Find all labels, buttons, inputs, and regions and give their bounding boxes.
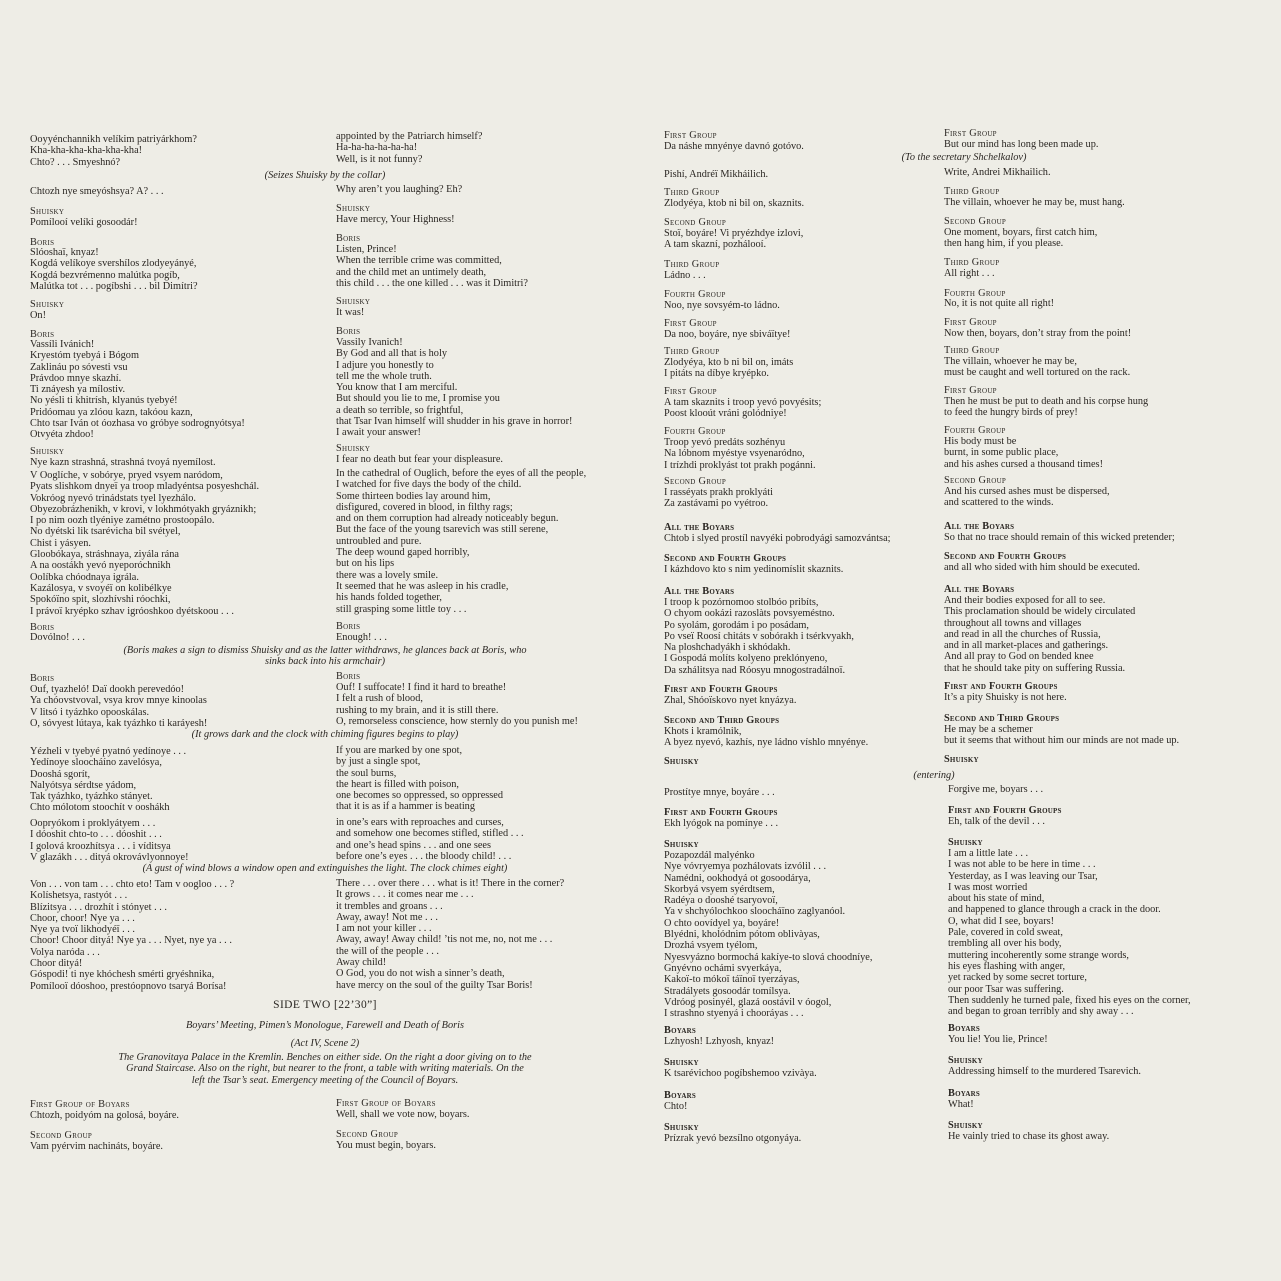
speaker-label: Second Group <box>944 216 1007 227</box>
text-block: Vassily Ivanich! By God and all that is holy I adjure you honestly to tell me the whole truth. You know that I am merciful. But should you lie to me, I promise you a death so terrible, so frightful, that Tsar Ivan himself will shudder in his grave in horror! I await your answer! <box>336 337 573 439</box>
text-block: appointed by the Patriarch himself? Ha-ha-ha-ha-ha-ha! Well, is it not funny? <box>336 131 483 165</box>
text-block: It was! <box>336 307 365 318</box>
speaker-label: Second Group <box>944 475 1007 486</box>
speaker-label: Second and Fourth Groups <box>664 553 787 564</box>
text-block: in one’s ears with reproaches and curses, and somehow one becomes stifled, stifled . . . and one’s head spins . . . and one sees before one’s eyes . . . the bloody child! . . . <box>336 817 524 862</box>
text-block: Von . . . von tam . . . chto eto! Tam v oogloo . . . ? Kolíshetsya, rastyót . . . Blízitsya . . . drozhít i stónyet . . . Choor, choor! Nye ya . . . Nye ya tvoï likhodyéï . . . Choor! Choor dityá! Nye ya . . . Nyet, nye ya . . . Volya naróda . . . Choor dityá! Góspodi! ti nye khóchesh smérti gryéshnika, Pomílooï dóoshoo, prestóopnovo tsaryá Borísa! <box>30 879 235 992</box>
text-block: Zlodyéya, kto b ni bil on, imáts I pitáts na díbye kryépko. <box>664 357 794 380</box>
speaker-label: Boyars <box>664 1025 696 1036</box>
stage-direction: (A gust of wind blows a window open and extinguishes the light. The clock chimes eight) <box>142 863 508 874</box>
speaker-label: Second Group <box>664 217 727 228</box>
stage-direction: (Seizes Shuisky by the collar) <box>264 170 386 181</box>
speaker-label: Second Group <box>664 476 727 487</box>
text-block: Troop yevó predáts sozhényu Na lóbnom myéstye vsyenaródno, I trízhdi proklyást tot prakh pogánni. <box>664 437 816 471</box>
speaker-label: First Group <box>664 386 717 397</box>
stage-direction: Boyars’ Meeting, Pimen’s Monologue, Farewell and Death of Boris <box>186 1020 464 1031</box>
speaker-label: Shuisky <box>948 1120 983 1131</box>
speaker-label: Boris <box>30 673 55 684</box>
speaker-label: Shuisky <box>664 1057 699 1068</box>
text-block: Then he must be put to death and his corpse hung to feed the hungry birds of prey! <box>944 396 1149 419</box>
speaker-label: First Group <box>664 318 717 329</box>
speaker-label: Boyars <box>948 1088 980 1099</box>
speaker-label: Second Group <box>30 1130 93 1141</box>
text-block: V Ooglíche, v sobórye, pryed vsyem naródom, Pyats slishkom dnyeï ya troop mladyéntsa posyeshchál. Vokróog nyevó trinádstats tyel lyezhálo. Obyezobrázhenikh, v krovi, v lokhmótyakh gryáznikh; I po nim oozh tlyéniye zamétno prostoopálo. No dyétski lik tsarévicha bil svétyel, Chist i yásyen. Gloobókaya, stráshnaya, ziyála rána A na oostákh yevó nyeporóchnikh Oolíbka chóodnaya igrála. Kazálosya, v svoyéï on kolibélkye Spokóïno spit, slozhívshi róochki, I právoï kryépko szhav igróoshkoo dyétskoou . . . <box>30 470 260 617</box>
speaker-label: Shuisky <box>948 837 983 848</box>
text-block: His body must be burnt, in some public place, and his ashes cursed a thousand times! <box>944 436 1103 470</box>
text-block: I kázhdovo kto s nim yedinomíslit skaznits. <box>664 564 844 575</box>
stage-direction: (entering) <box>913 770 955 781</box>
text-block: Prostítye mnye, boyáre . . . <box>664 787 775 798</box>
text-block: All right . . . <box>944 268 995 279</box>
text-block: But our mind has long been made up. <box>944 139 1099 150</box>
speaker-label: Third Group <box>664 259 720 270</box>
text-block: Ekh lyógok na pomínye . . . <box>664 818 779 829</box>
text-block: And their bodies exposed for all to see. This proclamation should be widely circulated throughout all towns and villages and read in all the churches of Russia, and in all market-places and gatherings. And all pray to God on bended knee that he should take pity on suffering Russia. <box>944 595 1136 674</box>
text-block: Addressing himself to the murdered Tsarevich. <box>948 1066 1141 1077</box>
stage-direction: (Boris makes a sign to dismiss Shuisky and as the latter withdraws, he glances back at Boris, who sinks back into his armchair) <box>123 645 527 668</box>
speaker-label: First Group <box>944 385 997 396</box>
speaker-label: Shuisky <box>30 206 65 217</box>
speaker-label: Second and Third Groups <box>664 715 780 726</box>
speaker-label: Shuisky <box>336 203 371 214</box>
text-block: Ooyyénchannikh velíkim patriyárkhom? Kha-kha-kha-kha-kha-kha! Chto? . . . Smyeshnó? <box>30 134 197 168</box>
text-block: Chto! <box>664 1101 688 1112</box>
speaker-label: Third Group <box>944 345 1000 356</box>
speaker-label: First Group of Boyars <box>30 1099 130 1110</box>
speaker-label: Third Group <box>944 257 1000 268</box>
text-block: I fear no death but fear your displeasure. <box>336 454 503 465</box>
speaker-label: Third Group <box>944 186 1000 197</box>
text-block: Da noo, boyáre, nye sbiváïtye! <box>664 329 791 340</box>
stage-direction: The Granovitaya Palace in the Kremlin. Benches on either side. On the right a door giving on to the Grand Staircase. Also on the right, but nearer to the front, a table with writing materials. On the left the Tsar’s seat. Emergency meeting of the Council of Boyars. <box>118 1052 532 1086</box>
text-block: Write, Andrei Mikhailich. <box>944 167 1051 178</box>
text-block: and all who sided with him should be executed. <box>944 562 1140 573</box>
speaker-label: First Group of Boyars <box>336 1098 436 1109</box>
text-block: No, it is not quite all right! <box>944 298 1055 309</box>
speaker-label: Shuisky <box>664 839 699 850</box>
speaker-label: Boris <box>30 329 55 340</box>
speaker-label: First and Fourth Groups <box>944 681 1058 692</box>
text-block: Vassíli Ivánich! Kryestóm tyebyá i Bógom Zaklináu po sóvesti vsu Právdoo mnye skazhí. Ti znáyesh ya mílostiv. No yésli ti khitrísh, klyanús tyebyé! Pridóomau ya zlóou kazn, takóou kazn, Chto tsar Iván ot óozhasa vo gróbye sodrognyótsya! Otvyéta zhdoo! <box>30 339 245 441</box>
speaker-label: First Group <box>664 130 717 141</box>
text-block: Chtozh nye smeyóshsya? A? . . . <box>30 186 164 197</box>
text-block: Yézheli v tyebyé pyatnó yedínoye . . . Yedínoye sloocháíno zavelósya, Dooshá sgorít, Nalyótsya sérdtse yádom, Tak tyázhko, tyázhko stányet. Chto mólotom stoochít v ooshákh <box>30 746 187 814</box>
text-block: Forgive me, boyars . . . <box>948 784 1044 795</box>
text-block: I troop k pozórnomoo stolbóo pribíts, O chyom ookázi razoslàts povsyeméstno. Po syolám, gorodám i po posádam, Po vseï Roosí chitáts v sobórakh i tsérkvyakh, Na ploshchadyákh i skhódakh. I Gospodá molíts kolyeno preklónyeno, Da szhálitsya nad Róosyu mnogostradálnoï. <box>664 597 854 676</box>
speaker-label: Fourth Group <box>944 425 1006 436</box>
speaker-label: Boris <box>336 233 361 244</box>
text-block: Have mercy, Your Highness! <box>336 214 455 225</box>
text-block: It’s a pity Shuisky is not here. <box>944 692 1067 703</box>
text-block: Chtozh, poidyóm na golosá, boyáre. <box>30 1110 179 1121</box>
text-block: K tsarévichoo pogíbshemoo vzivàya. <box>664 1068 817 1079</box>
text-block: You lie! You lie, Prince! <box>948 1034 1048 1045</box>
text-block: Now then, boyars, don’t stray from the point! <box>944 328 1132 339</box>
text-block: I am a little late . . . I was not able to be here in time . . . Yesterday, as I was leaving our Tsar, I was most worried about his state of mind, and happened to glance through a crack in the door. O, what did I see, boyars! Pale, covered in cold sweat, trembling all over his body, muttering incoherently some strange words, his eyes flashing with anger, yet racked by some secret torture, our poor Tsar was suffering. Then suddenly he turned pale, fixed his eyes on the corner, and began to groan terribly and shy away . . . <box>948 848 1191 1018</box>
speaker-label: Boris <box>30 622 55 633</box>
speaker-label: Shuisky <box>30 299 65 310</box>
text-block: Zhal, Shóoïskovo nyet knyázya. <box>664 695 797 706</box>
text-block: Pozapozdál malyénko Nye vóvryemya pozhálovats izvólil . . . Namédni, ookhodyá ot gosoodárya, Skorbyá vsyem syérdtsem, Radéya o dooshé tsaryovoï, Ya v shchyólochkoo sloocháïno zaglyanóol. O chto oovídyel ya, boyáre! Blyédni, kholódnim pótom oblivàyas, Drozhá vsyem tyélom, Nyesvyázno bormochá kakíye-to slová choodníye, Gnyévno ochámi svyerkáya, Kakoï-to mókoï táïnoï tyerzáyas, Stradályets gosoodár tomílsya. Vdróog posinyél, glazá oostávil v óogol, I strashno styenyá i chooráyas . . . <box>664 850 873 1020</box>
speaker-label: Fourth Group <box>944 288 1006 299</box>
speaker-label: Boris <box>30 237 55 248</box>
text-block: So that no trace should remain of this wicked pretender; <box>944 532 1175 543</box>
text-block: Da náshe mnyénye davnó gotóvo. <box>664 141 804 152</box>
speaker-label: First Group <box>944 128 997 139</box>
speaker-label: Boyars <box>948 1023 980 1034</box>
text-block: Oopryókom i proklyátyem . . . I dóoshit chto-to . . . dóoshit . . . I golová kroozhítsya . . . i víditsya V glazákh . . . dityá okrovávlyonnoye! <box>30 818 189 863</box>
text-block: The villain, whoever he may be, must be caught and well tortured on the rack. <box>944 356 1131 379</box>
text-block: And his cursed ashes must be dispersed, and scattered to the winds. <box>944 486 1110 509</box>
text-block: Vam pyérvim nachináts, boyáre. <box>30 1141 163 1152</box>
text-block: Khots i kramólnik, A byez nyevó, kazhís, nye ládno víshlo mnyénye. <box>664 726 869 749</box>
speaker-label: Second Group <box>336 1129 399 1140</box>
text-block: Enough! . . . <box>336 632 387 643</box>
text-block: Well, shall we vote now, boyars. <box>336 1109 470 1120</box>
speaker-label: Fourth Group <box>664 289 726 300</box>
section-heading: SIDE TWO [22’30”] <box>273 999 377 1011</box>
text-block: On! <box>30 310 47 321</box>
speaker-label: Shuisky <box>948 1055 983 1066</box>
text-block: Chtob i slyed prostíl navyéki pobrodyági samozvántsa; <box>664 533 891 544</box>
speaker-label: All the Boyars <box>944 521 1015 532</box>
text-block: Nye kazn strashná, strashná tvoyá nyemílost. <box>30 457 216 468</box>
speaker-label: First and Fourth Groups <box>664 807 778 818</box>
speaker-label: Shuisky <box>944 754 979 765</box>
text-block: I rasséyats prakh proklyáti Za zastávami po vyétroo. <box>664 487 773 510</box>
text-block: You must begin, boyars. <box>336 1140 436 1151</box>
speaker-label: First and Fourth Groups <box>948 805 1062 816</box>
text-block: Ouf! I suffocate! I find it hard to breathe! I felt a rush of blood, rushing to my brain, and it is still there. O, remorseless conscience, how sternly do you punish me! <box>336 682 578 727</box>
text-block: The villain, whoever he may be, must hang. <box>944 197 1125 208</box>
text-block: Pomílooí velíki gosoodár! <box>30 217 138 228</box>
text-block: Stoï, boyáre! Vi pryézhdye izlovi, A tam skazní, pozhálooí. <box>664 228 804 251</box>
speaker-label: Boris <box>336 621 361 632</box>
speaker-label: Shuisky <box>664 756 699 767</box>
text-block: A tam skaznits i troop yevó povyésits; Poost klooút vráni golódniye! <box>664 397 822 420</box>
text-block: One moment, boyars, first catch him, then hang him, if you please. <box>944 227 1098 250</box>
speaker-label: Third Group <box>664 346 720 357</box>
text-block: What! <box>948 1099 974 1110</box>
speaker-label: Second and Third Groups <box>944 713 1060 724</box>
speaker-label: Shuisky <box>664 1122 699 1133</box>
text-block: Listen, Prince! When the terrible crime was committed, and the child met an untimely death, this child . . . the one killed . . . was it Dimitri? <box>336 244 528 289</box>
text-block: Ouf, tyazheló! Daï dookh perevedóo! Ya chóovstvoval, vsya krov mnye kinoolas V litsó i tyázhko opooskálas. O, sóvyest lútaya, kak tyázhko ti karáyesh! <box>30 684 208 729</box>
speaker-label: All the Boyars <box>664 522 735 533</box>
speaker-label: Boris <box>336 326 361 337</box>
speaker-label: First Group <box>944 317 997 328</box>
speaker-label: Second and Fourth Groups <box>944 551 1067 562</box>
text-block: Why aren’t you laughing? Eh? <box>336 184 463 195</box>
speaker-label: Shuisky <box>30 446 65 457</box>
stage-direction: (Act IV, Scene 2) <box>290 1038 360 1049</box>
text-block: Ládno . . . <box>664 270 706 281</box>
speaker-label: All the Boyars <box>944 584 1015 595</box>
speaker-label: All the Boyars <box>664 586 735 597</box>
speaker-label: Boyars <box>664 1090 696 1101</box>
speaker-label: Shuisky <box>336 296 371 307</box>
text-block: Lzhyosh! Lzhyosh, knyaz! <box>664 1036 775 1047</box>
stage-direction: (It grows dark and the clock with chiming figures begins to play) <box>191 729 459 740</box>
stage-direction: (To the secretary Shchelkalov) <box>901 152 1027 163</box>
text-block: Noo, nye sovsyém-to ládno. <box>664 300 780 311</box>
text-block: If you are marked by one spot, by just a single spot, the soul burns, the heart is filled with poison, one becomes so oppressed, so oppressed that it is as if a hammer is beating <box>336 745 504 813</box>
text-block: In the cathedral of Ouglich, before the eyes of all the people, I watched for five days the body of the child. Some thirteen bodies lay around him, disfigured, covered in blood, in filthy rags; and on them corruption had already noticeably begun. But the face of the young tsarevich was still serene, untroubled and pure. The deep wound gaped horribly, but on his lips there was a lovely smile. It seemed that he was asleep in his cradle, his hands folded together, still grasping some little toy . . . <box>336 468 587 615</box>
speaker-label: First and Fourth Groups <box>664 684 778 695</box>
speaker-label: Third Group <box>664 187 720 198</box>
text-block: Slóoshaï, knyaz! Kogdá velíkoye svershílos zlodyeyányé, Kogdá bezvrémenno malútka pogíb, Malútka tot . . . pogíbshi . . . bil Dimítri? <box>30 247 198 292</box>
text-block: Zlodyéya, ktob ni bil on, skaznits. <box>664 198 805 209</box>
text-block: Pishí, Andréï Mikháilich. <box>664 169 769 180</box>
speaker-label: Fourth Group <box>664 426 726 437</box>
text-block: Dovólno! . . . <box>30 632 85 643</box>
text-block: He may be a schemer but it seems that without him our minds are not made up. <box>944 724 1180 747</box>
text-block: There . . . over there . . . what is it! There in the corner? It grows . . . it comes near me . . . it trembles and groans . . . Away, away! Not me . . . I am not your killer . . . Away, away! Away child! ’tis not me, no, not me . . . the will of the people . . . Away child! O God, you do not wish a sinner’s death, have mercy on the soul of the guilty Tsar Boris! <box>336 878 565 991</box>
speaker-label: Boris <box>336 671 361 682</box>
speaker-label: Shuisky <box>336 443 371 454</box>
text-block: He vainly tried to chase its ghost away. <box>948 1131 1110 1142</box>
text-block: Prízrak yevó bezsílno otgonyáya. <box>664 1133 802 1144</box>
text-block: Eh, talk of the devil . . . <box>948 816 1045 827</box>
